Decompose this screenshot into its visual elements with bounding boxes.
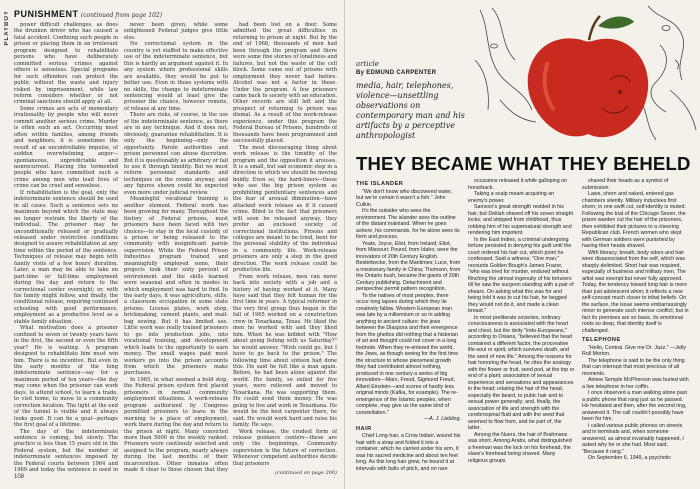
right-column-1	[356, 178, 461, 480]
paragraph: Yeats, Joyce, Eliot, from Ireland; Eliot, from Missouri; Pound, from Idaho, were the innovators of 20th Century English. Beiderbecke, from the Maritimes; Luce, from a missionary family in China; Thomson, from the Ontario bush, became the giants of 20th Century publishing. Detachment and perspective permit pattern recognition.	[356, 240, 461, 292]
apple-illustration	[470, 0, 700, 150]
right-column-3	[582, 178, 690, 480]
paragraph: I once observed a man walking alone past a public phone that rang just as he passed. He hesitated and then, after the second ring, answered it. The call couldn't possibly have been for him.	[582, 390, 687, 422]
spine-label: PLAYBOY	[4, 10, 10, 46]
paragraph: No correctional system in the country is yet staffed to make effective use of the indeterminate sentence, but this is hardly an argument against it. In any system where professional skills are available, they would be put to better use. Even in those systems with no skills, the change to indeterminate sentencing would at least give the prisoner the chance, however remote, of release at any time.	[124, 41, 228, 112]
subhead-telephone: TELEPHONE	[582, 337, 621, 343]
article-intro	[356, 60, 468, 141]
paragraph: The telephone is said to be the only thing that can interrupt that most precious of all moments.	[582, 357, 685, 377]
left-column-1	[14, 22, 118, 474]
paragraph: On September 6, 1949, a psychotic	[588, 455, 672, 461]
paragraph: The most discouraging thing about work release is the timidity of the program and the opposition it arouses. It is a small, but sad economic step in a direction in which we should be moving boldly. Even so, the hard-liners—those who see the big prison system as prohibiting penitentiary sentences and the fear of arousal diminution—have attacked work release as if it caused crime. Blind to the fact that prisoners will soon be released anyway, they prefer an enclosed society of correctional institutions. Prisons and colleges are meant to be tried, bent for the personal stability of the individual in a community life. Work-release prisoners are only a step in the good direction. The work release could be productive life.	[233, 144, 337, 274]
gutter-divider	[344, 0, 345, 489]
paragraph: Among the Nuers, the hair of Brahmans was short. Among Arabs, what distinguished a freeman was the lock on his forehead, the slave's forehead being shaved. Many religious groups	[468, 431, 572, 464]
page-number: 108	[14, 474, 25, 480]
paragraph: What motivation does a prisoner confined to seven or twenty years have in the first, the second or even the fifth year? He is waiting. A program designed to rehabilitate him must win him. There is no incentive. But even in the early months of the long indeterminate sentence—say for a maximum period of ten years—the day may come when the prisoner can work days, to attend school, to learn a trade, to visit home, to move to a community correction location. The light at the end of the tunnel is visible and it always looks good. It can be a goal—perhaps the first goal of a lifetime.	[14, 325, 118, 429]
paragraph: shaved their heads as a symbol of submission.	[582, 178, 669, 191]
paragraph: There are risks, of course, in the use of the indeterminate sentence, as there are in any technique. And it does not, obviously, guarantee rehabilitation. It is only the beginning—only the opportunity. Parole authorities and prison personnel can abuse discretion. But it is questionably as arbitrary or fail to use it through timidity. But we must reform personnel standards and techniques on the rooms anyway, and any figures shown could be expected even more under judicial review.	[124, 112, 228, 196]
paragraph: Work release, the crudest form of release guidance centers—these are only the beginnings. Community supervision is the future of correction. Whenever competent authorities decide that prisoners	[233, 428, 337, 467]
paragraph: Some crimes are acts of momentary irrationality by people who will never commit another serious crime. Murder is often such an act. Occurring most often within families, among friends and neighbors, it is sometimes the result of an uncontrollable impulse, of sudden overwhelming anger—spontaneous, unpredictable and nonrecurrent. Placing the tormented people who have committed such a crime among men who lead lives of crime can be cruel and senseless.	[14, 105, 118, 190]
paragraph: It's the outsider who sees the environment. The islander sees the outline of the distant mainland. When he goes ashore, his commands, for he alone sees its form and process.	[356, 208, 460, 240]
paragraph: Taking a scalp meant acquiring an enemy's power.	[468, 191, 555, 204]
paragraph: Samson's great strength resided in his hair, but Delilah shaved off his seven straight locks; and stripped from childhood, thus robbing him of his supernatural strength and rendering him impotent.	[468, 204, 574, 236]
paragraph: I called various public phones on streets and in terminals and, when someone answered, as almost invariably happened, I asked why he or she had. Most said, "Because it rang."	[582, 422, 684, 455]
continued-from: (continued from page 102)	[80, 12, 163, 19]
paragraph: In the East Indies, a criminal undergoing torture persisted in denying his guilt until the court ordered his hair cut, which point he confessed. Said a witness: "One man," recounts Golden Bough's James Frazer, "who was tried for murder, endured without flinching the utmost ingenuity of his torturers till he saw the surgeon standing with a pair of shears. On asking what this was for and being told it was to cut his hair, he begged they would not do it, and made a clean breast."	[468, 236, 574, 314]
subhead-hair: HAIR	[356, 425, 372, 432]
article-deck: media, hair, telephones, violence—unsettling observations on contemporary man and his artifacts by a perceptive anthropologist	[356, 81, 465, 140]
article-label: article	[356, 60, 379, 68]
left-column-3	[233, 22, 337, 468]
paragraph: Aimee Semple McPherson was buried with a live telephone in her coffin.	[582, 377, 689, 390]
left-column-2	[124, 22, 228, 474]
paragraph: occasions released it while galloping on horseback.	[468, 178, 568, 191]
left-page-header	[14, 9, 336, 19]
paragraph: Laws, shorn and naked, entered gas chambers silently. Military inductees first shorn; in one swift cut, self-identity is muted. Following the trial of the Chicago Seven, the prison warden cut the hair of the prisoners, then exhibited their pictures to a cheering Republican club. French women who slept with German soldiers were punished by having their heads shaved.	[582, 191, 686, 249]
continued-on: (continued on page 200)	[274, 470, 337, 476]
byline: By EDMUND CARPENTER	[356, 70, 437, 76]
paragraph: In most preliterate societies, ordinary consciousness is associated with the heart and chest, but the deity "indo-Europeans," according to Onians, "believed that the head contained a different factor, the procreative life-soul or spirit, which survives death, and the seed of new life." Among the reasons for hair honoring the head, he cites the analogy with the flower or fruit, seed pod, at the top or end of a plant; association of sexual experience and sensations and appearances in the head; relating the hair of the head, especially the beard, to pubic hair and to sexual power generally; and, finally, the association of life and strength with the cerebrospinal fluid and with the seed that seemed to flow from, and be part of, the latter.	[468, 314, 575, 431]
paragraph: If rehabilitation is the goal, only the indeterminate sentence should be used in all cases. Such a sentence sets no maximum beyond which the state may no longer restrain the liberty of the individual. The prisoner may be unconditionally released or gradually released under restrictive conditions designed to assure rehabilitation at any time within the period of the sentence. Techniques of release may begin with family visits of a few hours' duration. Later, a man may be able to take on part-time or full-time employment during the day and return to the correctional center overnight; or, with his family might follow, and finally, the conditional release, requiring continued schooling with good performance, employment as a productive level as a stable family situation.	[14, 189, 118, 325]
paragraph: "Hello, Central. Give me Dr. Jazz." —Jelly Roll Morton.	[582, 344, 686, 357]
right-column-2	[468, 178, 575, 480]
paragraph: had been lost on a door. Some admitted the great difficulties in returning to prison at night. But by the end of 1968, thousands of men had been through the program and there were some fine stories of loneliness and failures, but not the waste of the cell block. Some came out of prisons with employment they never had before. Alcohol was not a factor in these. Under the program. A few prisoners came back to society with an education. Other records are still left and the prospect of returning to prison was dismal. As a result of the work-release experience, under this program the Federal Bureau of Prisons, hundreds of thousands have been programmed and successfully placed.	[233, 22, 337, 145]
section-kicker: PUNISHMENT	[14, 9, 79, 19]
quote-attribution: —A. J. Liebling.	[423, 416, 461, 422]
paragraph: Chief Long-hair, a Crow Indian, wound his hair with a strap and folded it into a container, which he carried under his arm. It was his sacred medicine and about ten feet long. As this long hair grew, he bound it at intervals with balls of pitch, and on rare	[356, 433, 461, 472]
paragraph: power difficult challenges, as does the drunken driver who has caused a fatal accident. Confining such people in prison or placing them in an irrelevant program designed to rehabilitate persons who have deliberately committed serious crimes against others is senseless. Special programs for such offenders can protect the public without the waste and injury risked by imprisonment, while law reform considers whether or not criminal sanctions should apply at all.	[14, 22, 118, 106]
paragraph: With literacy, breath, body odors and hair were disassociated from the self, which was sharply delimited. Short hair was required, especially of business and military men. The artist was exempt but never fully approved. Today, the tendency toward long hair is more than just adolescent whim; it reflects a new self-concept much closer to tribal beliefs. On the surface, the issue seems embarrassingly minor to generate such intense conflict; but in fact its premises are so basic, its emotional roots so deep, that identity itself is challenged.	[582, 249, 689, 334]
paragraph: To the natives of most peoples, there occur long lapses during which they lie creatively fallow. Western European man was late by a millennium or so in adding anything to ancient culture: the jews between the Diaspora and their emergence from the ghettos did nothing that a historian of art and thought could not cover in a long footnote. When they re-entered the world, the Jews, as though seeing for the first time the structure to whose piecemeal growth they had contributed almost nothing, produced in one century a series of big innovators—Marx, Freud, Sigmund Freud, Albert Einstein—and scores of hardly less original minds (Kafka, for example). The re-emergence of the Islamic peoples, when complete, may give us the same kind of constellation."	[356, 292, 459, 416]
apple-icon	[528, 16, 648, 137]
paragraph: Meaningful vocational training is another element. Federal work has been growing for many. Throughout the history of Federal prisons, most prisoners have been faced with two choices—to stay in the local custody of a prison or being released to the community with insignificant parole supervision. While the Federal Prison Industries program trained and meaningfully employed some, their projects took their sixty percent of environment and the skills learned were seasonal and often in modes in which employment was hard to find. In the early days, it was agriculture, stills, a classroom occupation in some state prisons. License plates, work shop, brickmaking, cement plants, and mail-bag sewing. But it has limited use. Little work was really trained prisoners to go into production jobs, into vocational training, and development which leads to the opportunity to earn money. The small wages paid most workers go into the prison accounts from which the prisoners make purchases.	[124, 196, 228, 377]
paragraph: never been given, while some enlightened Federal judges give little else.	[124, 22, 228, 41]
paragraph: In 1965, in what seemed a bold step, the Federal prison system first placed prisoners in normal community employment situations. A work-release program authorized by Congress permitted prisoners to leave in the morning to a place of employment, work there during the day and return to the prison at night. Many convicted more than 5000 in the weekly ranked. Prisoners were cautiously selected and assigned to the program, nearly always during the last months of their incarceration. Other inmates often made it clear to those chosen that they	[124, 376, 228, 474]
paragraph: The day of the indeterminate sentence is coming, but slowly. The practice is less than 15 years old in the Federal system, but the number of indeterminate sentences imposed by the Federal courts between 1964 and 1969 and today the sentence is used in	[14, 428, 118, 474]
paragraph: From work release, men can move back into society with a job and a history of having worked at it. Many have said that they felt human for the first time in years. A typical reformer in the very first group thus began in the fall of 1965 worked on a construction crew in Texarkana, Texas. He liked the men he worked with and they liked him. When he was kidded with "How about going fishing with us Saturday?" he would answer, "Wish could go, but I have to go back to the prison." The following time about sixteen had done this. He said he felt like a man again. Before, he had been alone against the world. His family, so exiled for five years, were relieved and moved to Texarkana. He was supporting them. He could send them money. He was going to live and work in Texarkana. He would be the best carpenter there, he said. He would work hard and raise his family. He says.	[233, 273, 337, 429]
article-headline: THEY BECAME WHAT THEY BEHELD	[356, 153, 691, 174]
paragraph: "We don't know who discovered water, but we're certain it wasn't a fish." John Culkin.	[356, 188, 453, 208]
subhead-islander: THE ISLANDER	[356, 181, 404, 187]
